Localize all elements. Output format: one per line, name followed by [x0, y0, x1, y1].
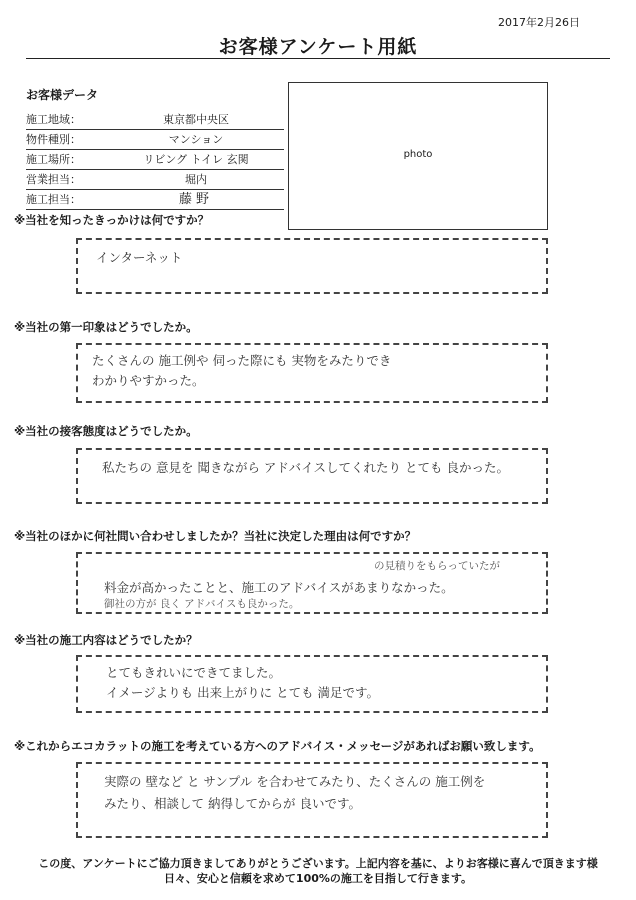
- data-value: リビング トイレ 玄関: [143, 153, 249, 166]
- data-value: 堀内: [185, 173, 207, 186]
- question-heading: ※これからエコカラットの施工を考えている方へのアドバイス・メッセージがあればお願い致します。: [14, 739, 541, 753]
- answer-box: [76, 448, 548, 504]
- data-label: 営業担当：: [26, 173, 81, 186]
- data-label: 施工場所：: [26, 153, 81, 166]
- question-heading: ※当社の施工内容はどうでしたか？: [14, 633, 198, 647]
- page-title: お客様アンケート用紙: [218, 36, 418, 58]
- answer-text: 実際の 壁など と サンプル を合わせてみたり、たくさんの 施工例を: [104, 774, 486, 789]
- photo-placeholder: [288, 82, 548, 230]
- data-row-property-type: [26, 130, 284, 150]
- answer-text: 御社の方が 良く アドバイスも良かった。: [104, 598, 300, 610]
- answer-text: わかりやすかった。: [92, 373, 205, 388]
- question-heading: ※当社の接客態度はどうでしたか。: [14, 424, 198, 438]
- footer-line: この度、アンケートにご協力頂きましてありがとうございます。上記内容を基に、よりお客様に喜んで頂きます様: [38, 857, 598, 870]
- footer-message: [0, 856, 636, 886]
- answer-text: の見積りをもらっていたが: [374, 560, 500, 572]
- data-value: 東京都中央区: [163, 113, 229, 126]
- answer-box: [76, 762, 548, 838]
- data-label: 施工担当：: [26, 193, 81, 206]
- answer-box: [76, 343, 548, 403]
- answer-text: 料金が高かったことと、施工のアドバイスがあまりなかった。: [104, 580, 454, 595]
- answer-text: 私たちの 意見を 聞きながら アドバイスしてくれたり とても 良かった。: [102, 460, 509, 475]
- answer-box: [76, 238, 548, 294]
- title-divider: [26, 58, 610, 59]
- answer-text: インターネット: [96, 250, 183, 265]
- question-heading: ※当社のほかに何社問い合わせしましたか？当社に決定した理由は何ですか？: [14, 529, 417, 543]
- data-label: 物件種別：: [26, 133, 81, 146]
- data-row-installer: [26, 190, 284, 210]
- answer-text: たくさんの 施工例や 伺った際にも 実物をみたりでき: [92, 353, 392, 368]
- survey-date: 2017年2月26日: [498, 16, 580, 29]
- customer-data-heading: お客様データ: [26, 88, 99, 102]
- data-value: マンション: [168, 133, 224, 146]
- data-value-handwritten: 藤野: [178, 192, 213, 207]
- answer-text: みたり、相談して 納得してからが 良いです。: [104, 796, 361, 811]
- answer-text: イメージよりも 出来上がりに とても 満足です。: [106, 685, 380, 700]
- question-heading: ※当社の第一印象はどうでしたか。: [14, 320, 198, 334]
- data-row-sales-rep: [26, 170, 284, 190]
- footer-line: 日々、安心と信頼を求めて100%の施工を目指して行きます。: [163, 872, 473, 885]
- answer-box: [76, 655, 548, 713]
- answer-text: とてもきれいにできてました。: [106, 665, 282, 680]
- data-row-location: [26, 150, 284, 170]
- customer-data-table: [26, 110, 284, 210]
- question-heading: ※当社を知ったきっかけは何ですか？: [14, 213, 210, 227]
- answer-box: [76, 552, 548, 614]
- photo-label: photo: [403, 149, 433, 160]
- data-label: 施工地域：: [26, 113, 81, 126]
- data-row-area: [26, 110, 284, 130]
